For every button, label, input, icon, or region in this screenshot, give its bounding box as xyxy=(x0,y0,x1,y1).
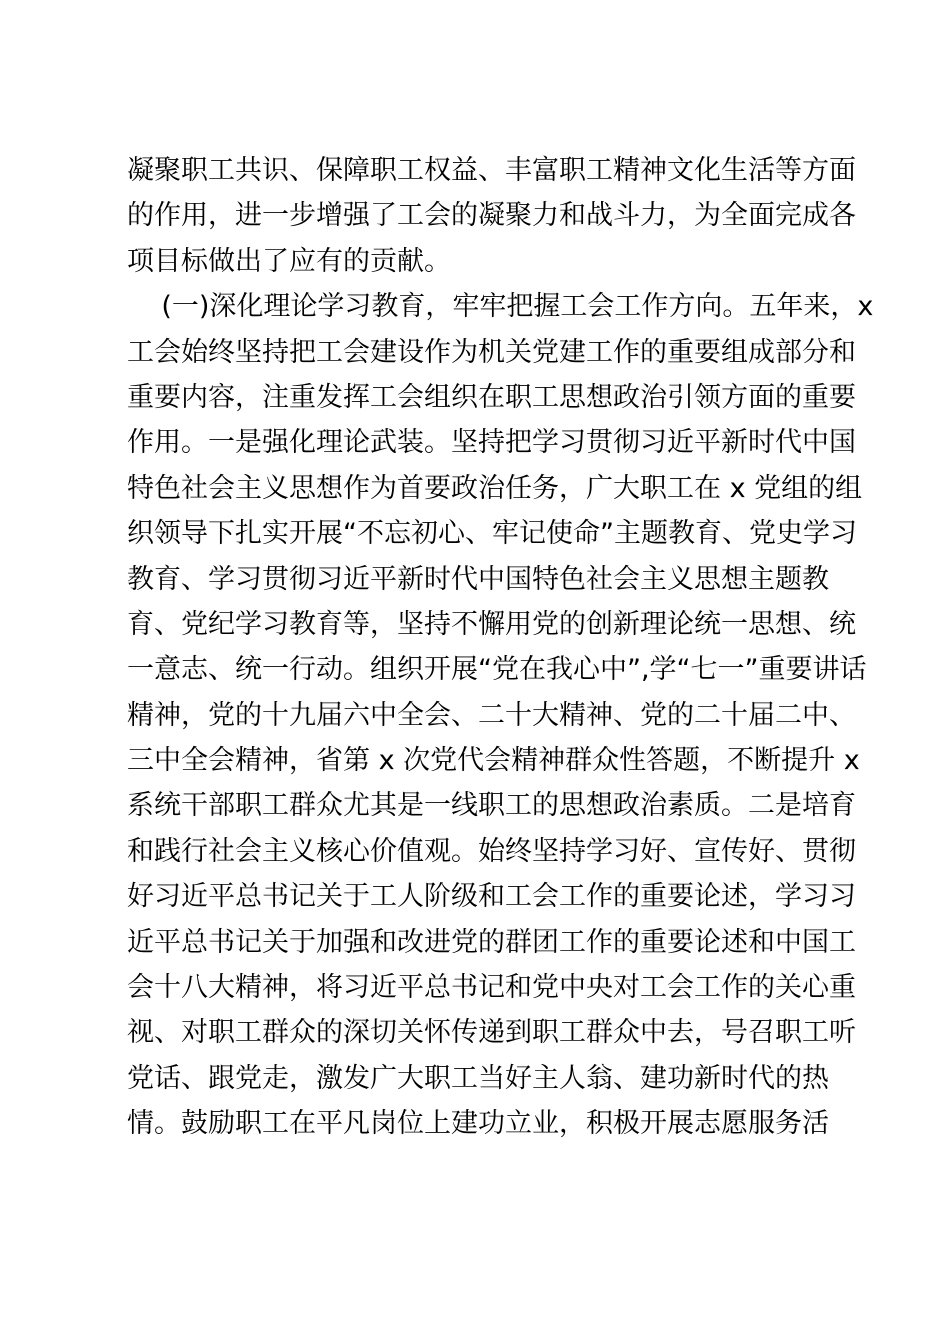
text-line: 近平总书记关于加强和改进党的群团工作的重要论述和中国工 xyxy=(127,926,856,958)
text-line: 工会始终坚持把工会建设作为机关党建工作的重要组成部分和 xyxy=(127,336,856,368)
text-line: 党话、跟党走，激发广大职工当好主人翁、建功新时代的热 xyxy=(127,1062,829,1094)
text-line: 育、党纪学习教育等，坚持不懈用党的创新理论统一思想、统 xyxy=(127,608,856,640)
body-text xyxy=(127,148,874,1147)
text-line: 精神，党的十九届六中全会、二十大精神、党的二十届二中、 xyxy=(127,699,856,731)
text-line: 重要内容，注重发挥工会组织在职工思想政治引领方面的重要 xyxy=(127,381,856,413)
text-line: 特色社会主义思想作为首要政治任务，广大职工在 x 党组的组 xyxy=(127,472,863,504)
text-line: 一意志、统一行动。组织开展“党在我心中”,学“七一”重要讲话 xyxy=(127,654,867,686)
text-line: 凝聚职工共识、保障职工权益、丰富职工精神文化生活等方面 xyxy=(127,155,856,186)
text-line: 视、对职工群众的深切关怀传递到职工群众中去，号召职工听 xyxy=(127,1017,856,1049)
text-line: 织领导下扎实开展“不忘初心、牢记使命”主题教育、党史学习 xyxy=(127,518,857,550)
text-line: 情。鼓励职工在平凡岗位上建功立业，积极开展志愿服务活 xyxy=(127,1108,829,1140)
text-line: 三中全会精神，省第 x 次党代会精神群众性答题，不断提升 x xyxy=(127,745,860,777)
text-line: 好习近平总书记关于工人阶级和工会工作的重要论述，学习习 xyxy=(127,881,856,913)
text-line: 的作用，进一步增强了工会的凝聚力和战斗力，为全面完成各 xyxy=(127,200,856,232)
text-line: 作用。一是强化理论武装。坚持把学习贯彻习近平新时代中国 xyxy=(127,427,856,459)
text-line: 教育、学习贯彻习近平新时代中国特色社会主义思想主题教 xyxy=(127,563,829,595)
text-line: (一)深化理论学习教育，牢牢把握工会工作方向。五年来，x xyxy=(127,291,874,323)
text-line: 和践行社会主义核心价值观。始终坚持学习好、宣传好、贯彻 xyxy=(127,835,856,867)
text-line: 会十八大精神，将习近平总书记和党中央对工会工作的关心重 xyxy=(127,972,856,1004)
text-line: 系统干部职工群众尤其是一线职工的思想政治素质。二是培育 xyxy=(127,790,856,822)
text-line: 项目标做出了应有的贡献。 xyxy=(127,245,451,277)
